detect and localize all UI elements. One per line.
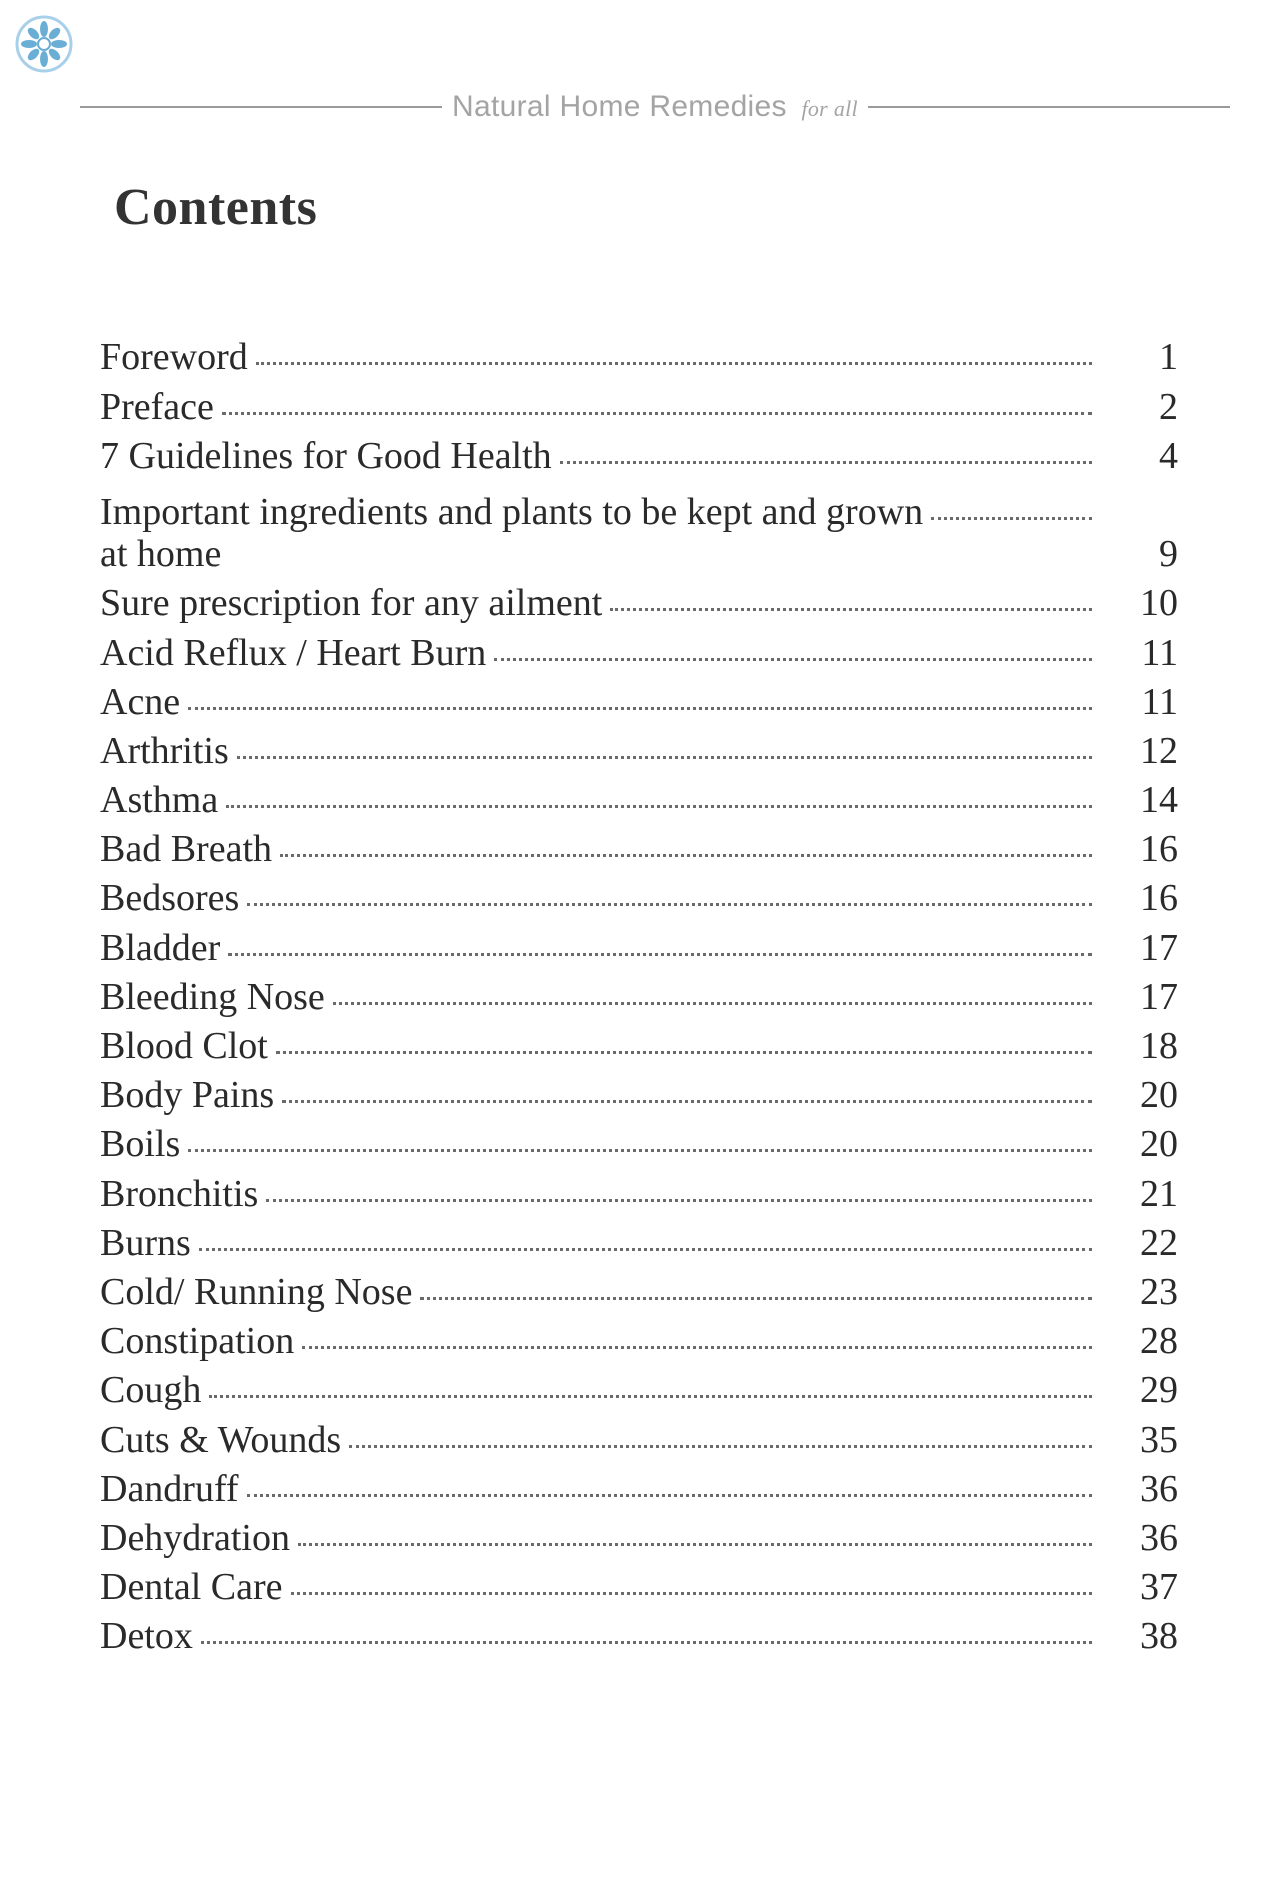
dot-leader [276,1051,1092,1054]
toc-entry-page-number: 21 [1140,1172,1178,1215]
toc-entry-label: Dandruff [100,1467,239,1510]
toc-entry-label-wrap [100,1272,1098,1314]
running-header [80,92,1230,122]
toc-entry[interactable] [100,871,1178,920]
toc-entry[interactable] [100,478,1178,576]
dot-leader [222,412,1092,415]
toc-entry-label-wrap [100,1616,1098,1658]
toc-entry-label: Cough [100,1369,202,1412]
toc-entry[interactable] [100,773,1178,822]
toc-entry-label-wrap [100,1518,1098,1560]
running-title-subtitle: for all [801,96,858,121]
toc-entry-label: Dental Care [100,1566,283,1609]
toc-entry[interactable] [100,822,1178,871]
toc-entry-label-wrap [100,928,1098,970]
dot-leader [226,805,1092,808]
toc-entry-page-number: 29 [1140,1369,1178,1412]
toc-entry-label-wrap [100,436,1098,478]
toc-entry-page-number: 9 [1159,533,1178,576]
toc-entry-label: Dehydration [100,1516,290,1559]
toc-entry-label: Bad Breath [100,828,273,871]
toc-entry-page-number: 4 [1159,434,1178,477]
toc-entry-label-wrap [100,1026,1098,1068]
toc-entry-label: Burns [100,1221,191,1264]
toc-entry[interactable] [100,674,1178,723]
toc-entry-label-wrap [100,682,1098,724]
toc-entry-page-number: 20 [1140,1074,1178,1117]
toc-entry-label: Bronchitis [100,1172,259,1215]
toc-entry-label: Boils [100,1123,181,1166]
toc-entry-label: Cuts & Wounds [100,1418,342,1461]
dot-leader [333,1002,1092,1005]
toc-entry-label-wrap [100,780,1098,822]
toc-entry-label-wrap [100,829,1098,871]
header-rule-right [868,106,1230,108]
toc-entry[interactable] [100,1461,1178,1510]
toc-entry-label: Bladder [100,926,221,969]
toc-entry-page-number: 20 [1140,1123,1178,1166]
dot-leader [291,1592,1092,1595]
toc-entry-page-number: 36 [1140,1516,1178,1559]
dot-leader [560,461,1092,464]
page-title: Contents [114,179,318,236]
dot-leader [256,362,1092,365]
toc-entry[interactable] [100,1019,1178,1068]
toc-entry[interactable] [100,330,1178,379]
toc-entry-label: Arthritis [100,729,229,772]
dot-leader [228,953,1092,956]
toc-entry-label-wrap [100,1420,1098,1462]
toc-entry[interactable] [100,576,1178,625]
dot-leader [420,1297,1092,1300]
toc-entry-label: Foreword [100,336,248,379]
toc-entry[interactable] [100,1560,1178,1609]
header-rule-left [80,106,442,108]
toc-entry[interactable] [100,1412,1178,1461]
toc-entry-label-wrap [100,387,1098,429]
dot-leader [201,1641,1092,1644]
toc-entry-label: Sure prescription for any ailment [100,582,603,625]
toc-entry[interactable] [100,724,1178,773]
toc-entry-label-wrap [100,731,1098,773]
toc-entry[interactable] [100,1314,1178,1363]
toc-entry-label-wrap [100,1567,1098,1609]
dot-leader [610,608,1092,611]
toc-entry-page-number: 16 [1140,877,1178,920]
dot-leader [188,707,1092,710]
toc-entry-page-number: 11 [1141,680,1178,723]
publisher-logo-icon [14,14,74,74]
dot-leader [931,517,1092,520]
toc-entry-label-wrap [100,1321,1098,1363]
toc-entry-label: Bleeding Nose [100,975,325,1018]
dot-leader [282,1100,1092,1103]
toc-entry-page-number: 12 [1140,729,1178,772]
dot-leader [247,1494,1092,1497]
dot-leader [209,1395,1092,1398]
toc-entry-page-number: 17 [1140,926,1178,969]
running-title-main: Natural Home Remedies [452,90,787,123]
toc-entry-page-number: 11 [1141,631,1178,674]
toc-entry[interactable] [100,969,1178,1018]
toc-entry-label-wrap [100,633,1098,675]
toc-entry[interactable] [100,1609,1178,1658]
toc-entry[interactable] [100,1215,1178,1264]
toc-entry[interactable] [100,1117,1178,1166]
toc-entry-page-number: 1 [1159,336,1178,379]
dot-leader [266,1199,1092,1202]
running-title [442,90,868,124]
dot-leader [188,1149,1092,1152]
dot-leader [199,1248,1092,1251]
toc-entry[interactable] [100,428,1178,477]
toc-entry-label-wrap [100,492,1098,576]
dot-leader [349,1445,1092,1448]
toc-entry-label: Asthma [100,779,219,822]
toc-entry[interactable] [100,1363,1178,1412]
toc-entry-page-number: 22 [1140,1221,1178,1264]
toc-entry-page-number: 23 [1140,1270,1178,1313]
toc-entry-page-number: 18 [1140,1025,1178,1068]
toc-entry[interactable] [100,1511,1178,1560]
toc-entry-label-wrap [100,1124,1098,1166]
dot-leader [298,1543,1092,1546]
dot-leader [494,658,1092,661]
toc-entry-label-wrap [100,583,1098,625]
toc-entry-label: Blood Clot [100,1025,268,1068]
toc-entry[interactable] [100,1166,1178,1215]
toc-entry-page-number: 10 [1140,582,1178,625]
toc-entry[interactable] [100,379,1178,428]
toc-entry-label: Body Pains [100,1074,275,1117]
table-of-contents [100,330,1178,1658]
toc-entry-page-number: 37 [1140,1566,1178,1609]
toc-entry[interactable] [100,1068,1178,1117]
toc-entry-label-wrap [100,337,1098,379]
toc-entry-page-number: 2 [1159,385,1178,428]
toc-entry-label: Acid Reflux / Heart Burn [100,631,487,674]
toc-entry-page-number: 38 [1140,1615,1178,1658]
toc-entry-label-wrap [100,1370,1098,1412]
toc-entry-label: Cold/ Running Nose [100,1270,413,1313]
toc-entry-page-number: 35 [1140,1418,1178,1461]
toc-entry-page-number: 16 [1140,828,1178,871]
dot-leader [237,756,1092,759]
dot-leader [247,903,1092,906]
toc-entry-label: Acne [100,680,181,723]
toc-entry-label-wrap [100,1075,1098,1117]
toc-entry-page-number: 14 [1140,779,1178,822]
toc-entry-page-number: 17 [1140,975,1178,1018]
toc-entry-label: Detox [100,1615,193,1658]
dot-leader [302,1346,1092,1349]
toc-entry[interactable] [100,920,1178,969]
toc-entry-page-number: 36 [1140,1467,1178,1510]
toc-entry[interactable] [100,625,1178,674]
toc-entry-label-wrap [100,1223,1098,1265]
toc-entry-label: Important ingredients and plants to be kept and grown at home [100,491,924,576]
toc-entry[interactable] [100,1265,1178,1314]
dot-leader [280,854,1092,857]
toc-entry-label: 7 Guidelines for Good Health [100,434,552,477]
toc-entry-label-wrap [100,977,1098,1019]
toc-entry-label-wrap [100,878,1098,920]
toc-entry-label-wrap [100,1174,1098,1216]
toc-entry-label: Constipation [100,1320,295,1363]
toc-entry-label: Bedsores [100,877,240,920]
toc-entry-label-wrap [100,1469,1098,1511]
toc-entry-page-number: 28 [1140,1320,1178,1363]
toc-entry-label: Preface [100,385,214,428]
